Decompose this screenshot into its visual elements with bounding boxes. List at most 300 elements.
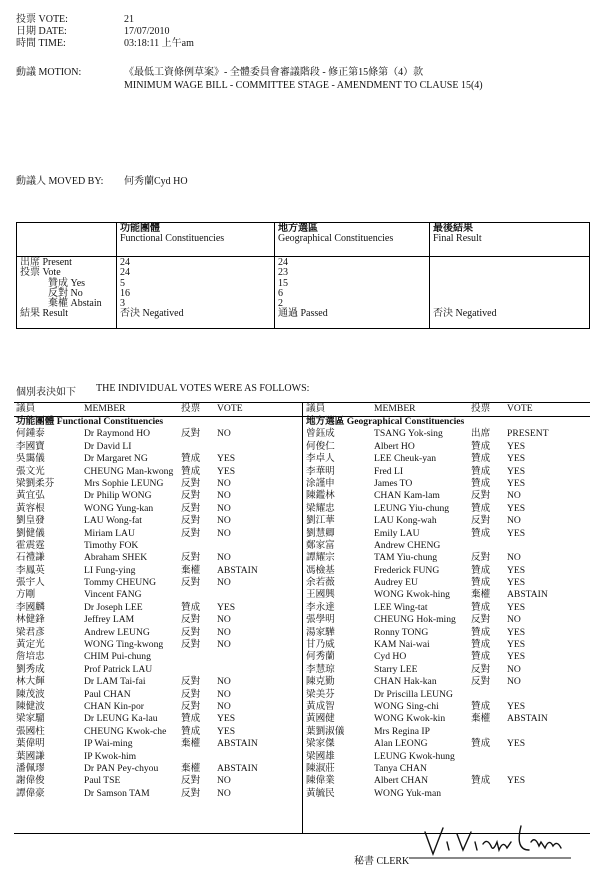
member-name-en: Jeffrey LAM	[84, 614, 135, 626]
fc-column	[14, 402, 302, 800]
member-vote-zh: 棄權	[471, 589, 491, 601]
member-en-header: MEMBER	[84, 403, 126, 414]
member-vote-zh: 贊成	[471, 527, 491, 539]
member-name-en: Paul CHAN	[84, 688, 131, 700]
member-name-en: CHIM Pui-chung	[84, 651, 151, 663]
member-name-en: Miriam LAU	[84, 527, 135, 539]
member-row	[304, 540, 592, 552]
member-name-zh: 林健鋒	[16, 614, 45, 626]
member-row	[14, 664, 302, 676]
member-vote-en: NO	[217, 477, 231, 489]
member-vote-zh: 反對	[181, 614, 201, 626]
member-vote-zh: 反對	[181, 490, 201, 502]
member-name-en: LEUNG Yiu-chung	[374, 502, 450, 514]
member-vote-en: NO	[217, 527, 231, 539]
member-name-zh: 潘佩璆	[16, 762, 45, 774]
member-name-en: TAM Yiu-chung	[374, 552, 438, 564]
vote-number: 21	[124, 14, 134, 25]
member-name-en: Dr Raymond HO	[84, 428, 151, 440]
member-vote-zh: 反對	[471, 490, 491, 502]
member-vote-en: YES	[507, 700, 526, 712]
member-row	[14, 528, 302, 540]
member-name-zh: 張學明	[306, 614, 335, 626]
summary-header-fc	[117, 223, 275, 257]
member-row	[14, 503, 302, 515]
member-row	[14, 738, 302, 750]
member-name-en: Abraham SHEK	[84, 552, 148, 564]
member-row	[304, 726, 592, 738]
member-name-zh: 林大輝	[16, 676, 45, 688]
vote-zh-header: 投票	[181, 403, 201, 414]
member-vote-zh: 反對	[181, 787, 201, 799]
member-vote-en: YES	[217, 465, 236, 477]
member-name-zh: 李國寶	[16, 440, 45, 452]
member-vote-zh: 反對	[181, 552, 201, 564]
member-name-en: Vincent FANG	[84, 589, 142, 601]
member-zh-header: 議員	[306, 403, 326, 414]
summary-corner	[17, 223, 117, 257]
member-name-en: Dr LAM Tai-fai	[84, 676, 146, 688]
member-row	[304, 552, 592, 564]
member-name-zh: 馮檢基	[306, 564, 335, 576]
member-name-en: Dr Margaret NG	[84, 453, 148, 465]
member-row	[304, 775, 592, 787]
member-vote-zh: 反對	[471, 676, 491, 688]
member-vote-en: YES	[507, 775, 526, 787]
member-row	[14, 428, 302, 440]
member-name-en: TSANG Yok-sing	[374, 428, 443, 440]
member-name-en: Andrew LEUNG	[84, 626, 150, 638]
fc-header-zh: 功能團體	[120, 223, 160, 234]
member-row	[304, 577, 592, 589]
member-vote-en: YES	[217, 601, 236, 613]
member-name-en: Andrew CHENG	[374, 539, 441, 551]
fc-result: 否決 Negatived	[120, 308, 184, 320]
member-name-zh: 張宇人	[16, 577, 45, 589]
member-vote-zh: 出席	[471, 428, 491, 440]
member-name-en: Fred LI	[374, 465, 404, 477]
member-en-header: MEMBER	[374, 403, 416, 414]
member-name-en: KAM Nai-wai	[374, 639, 430, 651]
member-vote-zh: 贊成	[471, 700, 491, 712]
member-name-en: WONG Yung-kan	[84, 502, 154, 514]
member-name-en: Mrs Regina IP	[374, 725, 430, 737]
member-vote-en: NO	[507, 515, 521, 527]
member-vote-zh: 贊成	[181, 453, 201, 465]
member-name-en: Mrs Sophie LEUNG	[84, 477, 164, 489]
member-row	[304, 515, 592, 527]
member-row	[14, 788, 302, 800]
member-name-en: Dr PAN Pey-chyou	[84, 762, 159, 774]
member-name-zh: 葉偉明	[16, 738, 45, 750]
member-vote-zh: 反對	[181, 502, 201, 514]
member-vote-zh: 反對	[471, 614, 491, 626]
member-vote-zh: 反對	[181, 639, 201, 651]
member-name-zh: 李華明	[306, 465, 335, 477]
member-vote-zh: 贊成	[471, 577, 491, 589]
individual-title-zh: 個別表決如下	[16, 387, 76, 398]
member-vote-zh: 反對	[181, 477, 201, 489]
gc-rows	[304, 428, 592, 800]
member-name-en: Tanya CHAN	[374, 762, 427, 774]
member-row	[304, 751, 592, 763]
member-name-zh: 湯家驊	[306, 626, 335, 638]
member-row	[304, 651, 592, 663]
member-row	[304, 589, 592, 601]
gc-header-zh: 地方選區	[278, 223, 318, 234]
motion-title-en: MINIMUM WAGE BILL - COMMITTEE STAGE - AMENDMENT TO CLAUSE 15(4)	[124, 80, 483, 91]
member-vote-zh: 反對	[181, 676, 201, 688]
member-row	[304, 738, 592, 750]
member-vote-zh: 反對	[181, 577, 201, 589]
label-no: 反對 No	[48, 287, 83, 299]
member-name-en: LI Fung-ying	[84, 564, 136, 576]
member-name-en: WONG Ting-kwong	[84, 639, 164, 651]
summary-fc-values	[117, 257, 275, 329]
fc-no: 16	[120, 287, 130, 299]
member-vote-zh: 棄權	[181, 738, 201, 750]
member-vote-en: YES	[217, 725, 236, 737]
member-vote-zh: 贊成	[471, 601, 491, 613]
member-name-zh: 李慧琼	[306, 663, 335, 675]
member-name-en: IP Wai-ming	[84, 738, 133, 750]
member-name-zh: 葉劉淑儀	[306, 725, 345, 737]
member-name-zh: 涂謹申	[306, 477, 335, 489]
member-name-zh: 陳健波	[16, 700, 45, 712]
member-vote-zh: 贊成	[471, 502, 491, 514]
member-name-zh: 詹培忠	[16, 651, 45, 663]
vote-en-header: VOTE	[507, 403, 533, 414]
member-row	[304, 788, 592, 800]
member-vote-en: NO	[217, 490, 231, 502]
member-vote-zh: 贊成	[471, 775, 491, 787]
member-name-en: CHEUNG Kwok-che	[84, 725, 167, 737]
member-vote-en: YES	[507, 477, 526, 489]
member-name-en: Emily LAU	[374, 527, 420, 539]
member-name-en: Dr Samson TAM	[84, 787, 150, 799]
member-row	[14, 639, 302, 651]
member-row	[304, 689, 592, 701]
member-name-en: Dr LEUNG Ka-lau	[84, 713, 158, 725]
label-yes: 贊成 Yes	[48, 277, 86, 289]
member-name-en: CHAN Kin-por	[84, 700, 144, 712]
member-vote-en: NO	[217, 688, 231, 700]
member-row	[304, 478, 592, 490]
time-label: 時間 TIME:	[16, 38, 66, 49]
member-row	[14, 651, 302, 663]
member-name-zh: 梁君彥	[16, 626, 45, 638]
member-vote-zh: 贊成	[471, 738, 491, 750]
member-name-zh: 陳偉業	[306, 775, 335, 787]
member-vote-zh: 反對	[181, 527, 201, 539]
member-row	[304, 639, 592, 651]
member-vote-en: YES	[507, 639, 526, 651]
member-row	[304, 676, 592, 688]
moved-by-label: 動議人 MOVED BY:	[16, 176, 104, 187]
member-vote-zh: 反對	[181, 775, 201, 787]
member-vote-zh: 贊成	[471, 453, 491, 465]
gc-no: 6	[278, 287, 283, 299]
member-row	[14, 614, 302, 626]
member-vote-en: NO	[217, 552, 231, 564]
member-name-zh: 陳鑑林	[306, 490, 335, 502]
member-vote-zh: 反對	[471, 663, 491, 675]
fc-section-title: 功能團體 Functional Constituencies	[16, 416, 164, 427]
member-name-en: James TO	[374, 477, 413, 489]
member-vote-zh: 贊成	[471, 477, 491, 489]
member-row	[14, 453, 302, 465]
member-row	[304, 763, 592, 775]
member-vote-en: YES	[507, 453, 526, 465]
member-vote-en: NO	[217, 502, 231, 514]
member-name-zh: 陳克勤	[306, 676, 335, 688]
member-vote-en: NO	[507, 552, 521, 564]
member-name-zh: 陳淑莊	[306, 762, 335, 774]
member-row	[304, 614, 592, 626]
summary-row-labels	[17, 257, 117, 329]
member-vote-en: ABSTAIN	[507, 713, 548, 725]
label-vote: 投票 Vote	[20, 267, 61, 279]
member-name-en: Dr Philip WONG	[84, 490, 152, 502]
member-vote-en: YES	[507, 577, 526, 589]
member-vote-en: NO	[217, 700, 231, 712]
member-name-en: Timothy FOK	[84, 539, 139, 551]
member-vote-en: ABSTAIN	[217, 564, 258, 576]
member-name-zh: 李鳳英	[16, 564, 45, 576]
date-label: 日期 DATE:	[16, 26, 67, 37]
member-vote-en: YES	[507, 738, 526, 750]
member-name-zh: 梁國雄	[306, 750, 335, 762]
member-vote-en: NO	[217, 626, 231, 638]
member-row	[304, 441, 592, 453]
member-row	[304, 701, 592, 713]
member-name-en: LEE Cheuk-yan	[374, 453, 437, 465]
member-name-en: Frederick FUNG	[374, 564, 440, 576]
member-name-en: CHAN Hak-kan	[374, 676, 437, 688]
member-vote-zh: 棄權	[471, 713, 491, 725]
member-name-zh: 何秀蘭	[306, 651, 335, 663]
member-vote-en: NO	[507, 490, 521, 502]
member-vote-en: NO	[507, 614, 521, 626]
member-vote-zh: 贊成	[181, 713, 201, 725]
member-vote-zh: 反對	[181, 626, 201, 638]
member-vote-zh: 反對	[471, 515, 491, 527]
member-vote-zh: 棄權	[181, 564, 201, 576]
final-result: 否決 Negatived	[433, 308, 497, 320]
member-vote-zh: 反對	[181, 700, 201, 712]
member-name-zh: 黃成智	[306, 700, 335, 712]
member-row	[14, 565, 302, 577]
member-name-zh: 方剛	[16, 589, 36, 601]
label-result: 結果 Result	[20, 308, 69, 320]
member-name-en: WONG Kwok-hing	[374, 589, 450, 601]
member-name-zh: 何俊仁	[306, 440, 335, 452]
member-name-zh: 鄭家富	[306, 539, 335, 551]
vote-zh-header: 投票	[471, 403, 491, 414]
member-row	[14, 515, 302, 527]
final-header-zh: 最後結果	[433, 223, 473, 234]
member-name-zh: 甘乃威	[306, 639, 335, 651]
member-row	[14, 540, 302, 552]
member-vote-en: NO	[507, 676, 521, 688]
member-vote-zh: 贊成	[471, 639, 491, 651]
member-vote-en: NO	[217, 428, 231, 440]
member-name-en: Dr David LI	[84, 440, 132, 452]
member-name-zh: 霍震霆	[16, 539, 45, 551]
member-vote-en: ABSTAIN	[217, 762, 258, 774]
member-name-zh: 陳茂波	[16, 688, 45, 700]
member-row	[14, 713, 302, 725]
motion-label: 動議 MOTION:	[16, 67, 82, 78]
member-name-zh: 劉慧卿	[306, 527, 335, 539]
member-vote-en: ABSTAIN	[507, 589, 548, 601]
member-name-en: WONG Kwok-kin	[374, 713, 446, 725]
member-name-zh: 梁家騮	[16, 713, 45, 725]
member-name-en: LAU Wong-fat	[84, 515, 142, 527]
member-row	[304, 428, 592, 440]
gc-column-header	[304, 402, 592, 416]
member-name-zh: 謝偉俊	[16, 775, 45, 787]
member-name-zh: 譚偉豪	[16, 787, 45, 799]
member-vote-en: NO	[217, 515, 231, 527]
member-name-zh: 何鍾泰	[16, 428, 45, 440]
member-name-en: Ronny TONG	[374, 626, 429, 638]
summary-header-gc	[275, 223, 430, 257]
member-name-zh: 張國柱	[16, 725, 45, 737]
member-row	[14, 602, 302, 614]
individual-title-en: THE INDIVIDUAL VOTES WERE AS FOLLOWS:	[96, 383, 310, 394]
member-name-en: Cyd HO	[374, 651, 407, 663]
clerk-signature	[395, 820, 575, 860]
member-name-zh: 譚耀宗	[306, 552, 335, 564]
fc-present: 24	[120, 257, 130, 268]
member-name-zh: 曾鈺成	[306, 428, 335, 440]
summary-header-final	[430, 223, 590, 257]
member-row	[14, 763, 302, 775]
member-vote-zh: 反對	[181, 688, 201, 700]
gc-vote: 23	[278, 267, 288, 279]
member-name-zh: 黃定光	[16, 639, 45, 651]
gc-yes: 15	[278, 277, 288, 289]
member-name-zh: 黃國健	[306, 713, 335, 725]
member-vote-en: PRESENT	[507, 428, 549, 440]
member-vote-en: NO	[217, 775, 231, 787]
summary-final-values	[430, 257, 590, 329]
member-row	[14, 689, 302, 701]
member-vote-en: YES	[507, 626, 526, 638]
fc-yes: 5	[120, 277, 125, 289]
member-row	[304, 627, 592, 639]
member-vote-en: YES	[217, 453, 236, 465]
label-present: 出席 Present	[20, 257, 72, 268]
member-vote-zh: 贊成	[181, 601, 201, 613]
member-name-zh: 黃宜弘	[16, 490, 45, 502]
member-name-en: LEUNG Kwok-hung	[374, 750, 455, 762]
member-row	[304, 602, 592, 614]
member-row	[304, 664, 592, 676]
member-vote-zh: 贊成	[471, 626, 491, 638]
date-value: 17/07/2010	[124, 26, 170, 37]
member-vote-en: YES	[507, 564, 526, 576]
gc-abstain: 2	[278, 298, 283, 310]
member-row	[14, 441, 302, 453]
member-name-zh: 黃容根	[16, 502, 45, 514]
member-zh-header: 議員	[16, 403, 36, 414]
member-name-zh: 梁劉柔芬	[16, 477, 55, 489]
member-name-en: Tommy CHEUNG	[84, 577, 157, 589]
member-row	[14, 701, 302, 713]
fc-rows	[14, 428, 302, 800]
member-name-zh: 吳靄儀	[16, 453, 45, 465]
member-name-en: Albert CHAN	[374, 775, 429, 787]
member-name-zh: 劉秀成	[16, 663, 45, 675]
label-abstain: 棄權 Abstain	[48, 298, 102, 310]
gc-header-en: Geographical Constituencies	[278, 233, 394, 245]
member-vote-zh: 反對	[471, 552, 491, 564]
member-vote-en: YES	[507, 527, 526, 539]
gc-present: 24	[278, 257, 288, 268]
member-vote-en: NO	[217, 639, 231, 651]
fc-header-en: Functional Constituencies	[120, 233, 225, 245]
member-row	[14, 627, 302, 639]
member-vote-en: YES	[507, 651, 526, 663]
member-vote-zh: 贊成	[471, 465, 491, 477]
member-row	[304, 528, 592, 540]
member-name-en: LAU Kong-wah	[374, 515, 437, 527]
member-row	[14, 552, 302, 564]
member-row	[304, 565, 592, 577]
member-vote-en: NO	[217, 787, 231, 799]
fc-column-header	[14, 402, 302, 416]
member-name-en: WONG Yuk-man	[374, 787, 442, 799]
member-name-zh: 黃毓民	[306, 787, 335, 799]
member-row	[14, 466, 302, 478]
member-row	[14, 589, 302, 601]
member-vote-en: NO	[217, 614, 231, 626]
time-value: 03:18:11 上午am	[124, 38, 194, 49]
member-name-en: Audrey EU	[374, 577, 418, 589]
member-name-zh: 李永達	[306, 601, 335, 613]
member-name-zh: 石禮謙	[16, 552, 45, 564]
member-name-zh: 劉皇發	[16, 515, 45, 527]
member-name-en: Dr Joseph LEE	[84, 601, 143, 613]
vote-en-header: VOTE	[217, 403, 243, 414]
member-row	[304, 713, 592, 725]
member-row	[14, 577, 302, 589]
moved-by-value: 何秀蘭Cyd HO	[124, 176, 188, 187]
motion-title-zh: 《最低工資條例草案》- 全體委員會審議階段 - 修正第15條第（4）款	[124, 67, 424, 78]
member-vote-en: YES	[507, 440, 526, 452]
member-name-en: Paul TSE	[84, 775, 121, 787]
individual-votes-table	[14, 402, 590, 834]
member-row	[14, 751, 302, 763]
member-name-en: Alan LEONG	[374, 738, 428, 750]
fc-abstain: 3	[120, 298, 125, 310]
member-row	[14, 775, 302, 787]
member-row	[304, 503, 592, 515]
summary-gc-values	[275, 257, 430, 329]
member-name-zh: 余若薇	[306, 577, 335, 589]
member-row	[14, 676, 302, 688]
member-vote-zh: 棄權	[181, 762, 201, 774]
member-row	[14, 478, 302, 490]
gc-section-title: 地方選區 Geographical Constituencies	[306, 416, 465, 427]
member-row	[14, 490, 302, 502]
member-name-zh: 葉國謙	[16, 750, 45, 762]
member-vote-en: NO	[217, 676, 231, 688]
summary-table	[16, 222, 590, 329]
member-name-en: Starry LEE	[374, 663, 418, 675]
